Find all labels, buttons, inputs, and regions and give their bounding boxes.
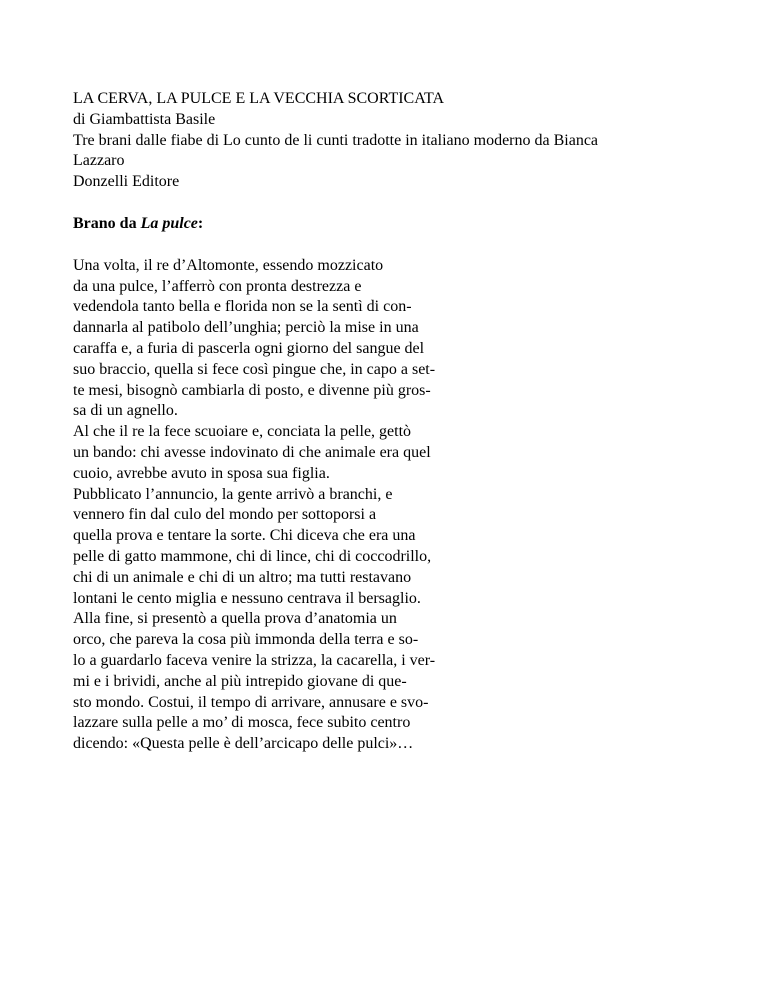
passage-line: caraffa e, a furia di pascerla ogni giorno del sangue del <box>73 339 425 357</box>
passage-line: cuoio, avrebbe avuto in sposa sua figlia. <box>73 464 330 482</box>
passage-line: Pubblicato l’annuncio, la gente arrivò a branchi, e <box>73 485 393 503</box>
passage-body <box>73 256 723 755</box>
passage-line: orco, che pareva la cosa più immonda della terra e so- <box>73 631 419 649</box>
passage-line: lazzare sulla pelle a mo’ di mosca, fece subito centro <box>73 714 411 732</box>
passage-line: lontani le cento miglia e nessuno centrava il bersaglio. <box>73 589 421 607</box>
passage-line: Una volta, il re d’Altomonte, essendo mozzicato <box>73 256 384 274</box>
passage-line: vennero fin dal culo del mondo per sottoporsi a <box>73 506 377 524</box>
passage-line: quella prova e tentare la sorte. Chi diceva che era una <box>73 527 416 545</box>
section-heading-work: La pulce <box>140 214 198 232</box>
passage-line: dannarla al patibolo dell’unghia; perciò la mise in una <box>73 319 419 337</box>
passage-line: dicendo: «Questa pelle è dell’arcicapo delle pulci»… <box>73 735 414 753</box>
passage-line: te mesi, bisognò cambiarla di posto, e divenne più gros- <box>73 381 431 399</box>
document-title: LA CERVA, LA PULCE E LA VECCHIA SCORTICATA <box>73 90 445 107</box>
passage-line: pelle di gatto mammone, chi di lince, chi di coccodrillo, <box>73 547 432 565</box>
document-subtitle-line-2: Lazzaro <box>73 152 125 170</box>
document-header <box>73 89 723 193</box>
passage-line: lo a guardarlo faceva venire la strizza, la cacarella, i ver- <box>73 651 436 669</box>
document-subtitle-line-1: Tre brani dalle fiabe di Lo cunto de li cunti tradotte in italiano moderno da Bianca <box>73 131 599 149</box>
passage-line: Al che il re la fece scuoiare e, conciata la pelle, gettò <box>73 423 412 441</box>
section-heading-prefix: Brano da <box>73 214 141 232</box>
document-page <box>73 89 723 755</box>
passage-line: sto mondo. Costui, il tempo di arrivare, annusare e svo- <box>73 693 429 711</box>
document-publisher: Donzelli Editore <box>73 173 180 191</box>
passage-line: mi e i brividi, anche al più intrepido giovane di que- <box>73 672 407 690</box>
passage-line: da una pulce, l’afferrò con pronta destrezza e <box>73 277 362 295</box>
passage-line: Alla fine, si presentò a quella prova d’anatomia un <box>73 610 397 628</box>
passage-line: sa di un agnello. <box>73 402 178 420</box>
document-author: di Giambattista Basile <box>73 110 216 128</box>
section-heading <box>73 214 723 235</box>
passage-line: un bando: chi avesse indovinato di che animale era quel <box>73 443 431 461</box>
section-heading-suffix: : <box>197 214 204 232</box>
passage-line: chi di un animale e chi di un altro; ma tutti restavano <box>73 568 412 586</box>
passage-line: suo braccio, quella si fece così pingue che, in capo a set- <box>73 360 436 378</box>
passage-line: vedendola tanto bella e florida non se la sentì di con- <box>73 298 412 316</box>
